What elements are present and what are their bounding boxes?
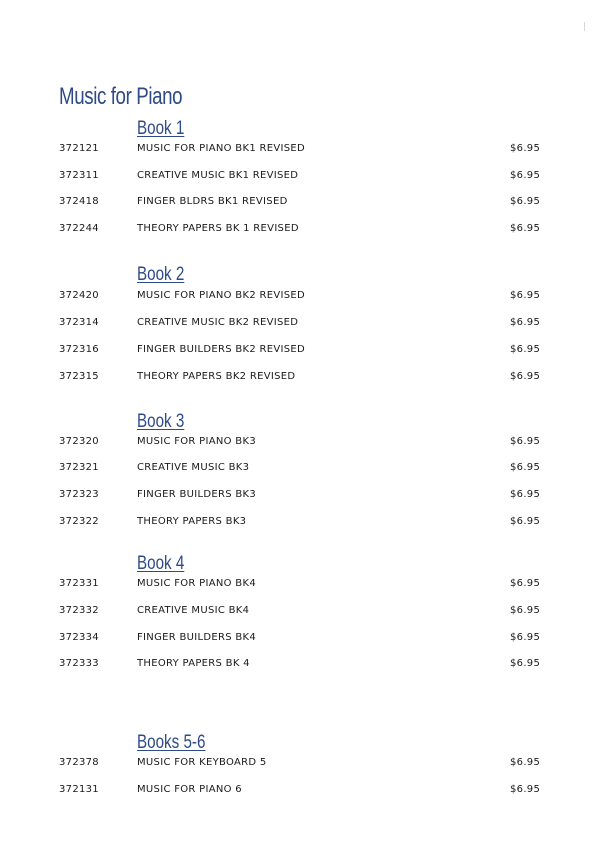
section-heading: Book 4 <box>137 553 185 574</box>
item-name: FINGER BLDRS BK1 REVISED <box>137 196 288 207</box>
item-price: $6.95 <box>510 632 541 643</box>
item-code: 372315 <box>59 371 99 382</box>
section-heading: Book 3 <box>137 411 185 432</box>
item-price: $6.95 <box>510 658 541 669</box>
item-code: 372321 <box>59 462 99 473</box>
item-code: 372131 <box>59 784 99 795</box>
item-name: THEORY PAPERS BK3 <box>137 516 247 527</box>
list-item <box>0 143 612 157</box>
section-heading: Books 5-6 <box>137 732 206 753</box>
list-item <box>0 462 612 476</box>
item-name: THEORY PAPERS BK2 REVISED <box>137 371 296 382</box>
item-price: $6.95 <box>510 371 541 382</box>
item-price: $6.95 <box>510 317 541 328</box>
item-code: 372334 <box>59 632 99 643</box>
item-price: $6.95 <box>510 516 541 527</box>
item-price: $6.95 <box>510 605 541 616</box>
item-name: THEORY PAPERS BK 4 <box>137 658 250 669</box>
list-item <box>0 317 612 331</box>
item-code: 372323 <box>59 489 99 500</box>
item-name: CREATIVE MUSIC BK2 REVISED <box>137 317 299 328</box>
list-item <box>0 196 612 210</box>
item-code: 372420 <box>59 290 99 301</box>
list-item <box>0 489 612 503</box>
list-item <box>0 436 612 450</box>
item-price: $6.95 <box>510 143 541 154</box>
item-name: CREATIVE MUSIC BK4 <box>137 605 250 616</box>
section-heading: Book 1 <box>137 118 185 139</box>
item-name: MUSIC FOR PIANO BK4 <box>137 578 256 589</box>
item-name: CREATIVE MUSIC BK1 REVISED <box>137 170 299 181</box>
item-code: 372322 <box>59 516 99 527</box>
item-code: 372418 <box>59 196 99 207</box>
item-code: 372316 <box>59 344 99 355</box>
list-item <box>0 605 612 619</box>
item-name: THEORY PAPERS BK 1 REVISED <box>137 223 299 234</box>
item-price: $6.95 <box>510 462 541 473</box>
list-item <box>0 632 612 646</box>
list-item <box>0 344 612 358</box>
item-price: $6.95 <box>510 489 541 500</box>
page-title: Music for Piano <box>59 83 183 110</box>
list-item <box>0 223 612 237</box>
list-item <box>0 757 612 771</box>
list-item <box>0 516 612 530</box>
item-name: MUSIC FOR PIANO 6 <box>137 784 242 795</box>
list-item <box>0 658 612 672</box>
page-marker <box>584 22 585 31</box>
item-code: 372314 <box>59 317 99 328</box>
item-price: $6.95 <box>510 784 541 795</box>
item-name: MUSIC FOR PIANO BK3 <box>137 436 256 447</box>
list-item <box>0 170 612 184</box>
item-code: 372333 <box>59 658 99 669</box>
item-name: FINGER BUILDERS BK3 <box>137 489 257 500</box>
item-code: 372320 <box>59 436 99 447</box>
section-heading: Book 2 <box>137 264 185 285</box>
item-price: $6.95 <box>510 344 541 355</box>
item-code: 372311 <box>59 170 99 181</box>
list-item <box>0 784 612 798</box>
item-price: $6.95 <box>510 290 541 301</box>
item-code: 372332 <box>59 605 99 616</box>
item-code: 372331 <box>59 578 99 589</box>
item-price: $6.95 <box>510 223 541 234</box>
item-price: $6.95 <box>510 757 541 768</box>
item-name: MUSIC FOR PIANO BK1 REVISED <box>137 143 305 154</box>
item-code: 372121 <box>59 143 99 154</box>
item-name: MUSIC FOR PIANO BK2 REVISED <box>137 290 305 301</box>
item-price: $6.95 <box>510 578 541 589</box>
item-price: $6.95 <box>510 170 541 181</box>
list-item <box>0 290 612 304</box>
item-name: MUSIC FOR KEYBOARD 5 <box>137 757 267 768</box>
item-name: FINGER BUILDERS BK2 REVISED <box>137 344 306 355</box>
list-item <box>0 371 612 385</box>
item-name: FINGER BUILDERS BK4 <box>137 632 257 643</box>
item-price: $6.95 <box>510 196 541 207</box>
list-item <box>0 578 612 592</box>
item-price: $6.95 <box>510 436 541 447</box>
item-name: CREATIVE MUSIC BK3 <box>137 462 250 473</box>
item-code: 372244 <box>59 223 99 234</box>
item-code: 372378 <box>59 757 99 768</box>
